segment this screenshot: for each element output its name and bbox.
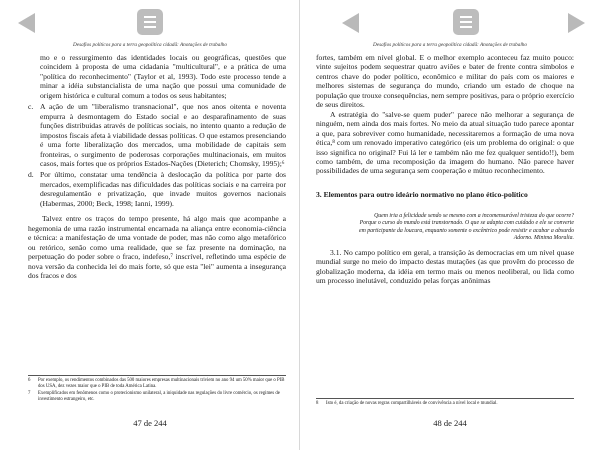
left-page-text [28, 53, 286, 280]
running-head: Desafios políticos para a terra geopolítica cidadã: Anotações de trabalho [373, 42, 527, 48]
prev-page-button[interactable] [342, 9, 359, 33]
epigraph [316, 213, 574, 241]
paragraph: 3.1. No campo político em geral, a transição às democracias em um nível quase mundial surge no meio do impacto destas mutações (as que provêm do processo de globalização moderna, da idéia em termo mais ou menos neoliberal, ou lida como um processo inelutável, conduzido pelas forças anônimas [316, 247, 574, 286]
footnote [28, 378, 286, 390]
footnote [316, 401, 574, 407]
footnote [28, 391, 286, 403]
right-page [300, 0, 600, 450]
list-letter: d. [28, 170, 34, 180]
left-footnotes [28, 375, 286, 404]
list-body: A ação de um "liberalismo transnacional", que nos anos oitenta e noventa empurra à desmontagem do Estado social e ao desparafinamento de suas funções distribuidas através de políticas sociais, no intento quanto a redução de impostos fiscais afeta à viabilidade dessas políticas. O que estamos presenciando é uma forte liberalização dos mercados, uma mobilidade de capitais sem fronteiras, o surgimento de poderosas corporações multinacionais, em muitos casos, mais fortes que os próprios Estados-Nações (Dieterich; Chomsky, 1995);⁶ [40, 102, 286, 168]
paragraph: fortes, também em nível global. E o melhor exemplo aconteceu faz muito pouco: vinte sujeitos podem sequestrar quatro aviões e bater de frente contra símbolos e centros chave do poder político, econômico e militar do país com os maiores e melhores sistemas de segurança do mundo, criando um estado de choque na população que trouxe consequências, nem sempre positivas, para o próprio exercício de seus direitos. [316, 53, 574, 110]
footnote-number: 8 [316, 401, 319, 406]
epigraph-source: Adorno. Minima Moralia. [513, 234, 574, 241]
arrow-left-icon [18, 13, 35, 33]
list-item-c [28, 102, 286, 168]
right-page-text [316, 53, 574, 286]
arrow-right-icon [568, 13, 585, 33]
page-number: 47 de 244 [133, 418, 167, 428]
epigraph-quote: Quem iria a felicidade sendo se mesmo com a incomensurável tristeza do que ocorre? Porque o curso do mundo está transtornado. O que se adapta com cuidado e ele se converte em participante da loucura, enquanto somente o excêntrico pode resistir e acabar a absurdo [359, 213, 574, 234]
page-number: 48 de 244 [433, 418, 467, 428]
arrow-left-icon [342, 13, 359, 33]
list-letter: c. [28, 102, 34, 112]
right-footnotes [316, 398, 574, 408]
next-page-button[interactable] [568, 9, 585, 33]
paragraph: mo e o ressurgimento das identidades locais ou geográficas, questões que coincidem à proposta de uma cidadania "multicultural", e a prática de uma "política do reconhecimento" (Taylor et al, 1993). Todo este processo tende a minar a idéia substancialista de uma nação que possui uma comunidade de origem histórica e cultural comum a todos os seus habitantes; [40, 53, 286, 100]
paragraph: Talvez entre os traços do tempo presente, há algo mais que acompanhe a hegemonia de uma razão instrumental encarnada na aliança entre economia-ciência e técnica: a manifestação de uma vontade de poder, mas não como algo metafórico ou retórico, senão como uma realidade, que se faz presente na dominação, na perpetuação do poder sobre o fraco, indefeso,⁷ inscrível, refletindo uma espécie de nova versão da conhecida lei do mais forte, só que esta "lei" aumenta a insegurança dos fracos e dos [28, 214, 286, 280]
menu-button[interactable] [137, 9, 163, 35]
footnote-text: Exemplificados em fenômenos como o protecionismo unilateral, a iniquidade nas regulações do livre comércio, os regimes de investimento estrangeiro, etc. [38, 391, 280, 402]
prev-page-button[interactable] [18, 9, 35, 33]
footnote-number: 7 [28, 391, 31, 396]
running-head: Desafios políticos para a terra geopolítica cidadã: Anotações de trabalho [73, 42, 227, 48]
left-page-nav [0, 9, 300, 37]
list-item-d [28, 170, 286, 208]
menu-button[interactable] [453, 9, 479, 35]
menu-icon [144, 16, 156, 18]
footnote-text: Por exemplo, os rendimentos combinados das 500 maiores empresas multinacionais triviem no ano 94 um 50% maior que o PIB dos USA, dez vezes maior que o PIB de toda América Latina. [38, 378, 285, 389]
list-body: Por último, constatar uma tendência à deslocação da política por parte dos mercados, exemplificadas nas dificuldades das políticas sociais e na carreira por desregulamentão e privatização, que invade muitos governos nacionais (Habermas, 2000; Beck, 1998; Ianni, 1999). [40, 170, 286, 208]
footnote-number: 6 [28, 378, 31, 383]
paragraph: A estratégia do "salve-se quem puder" parece não melhorar a segurança de ninguém, nem ainda dos mais fortes. No meio da atual situação tudo parece apontar a que, para sobreviver como humanidade, necessitaremos a formação de uma nova ética,⁸ com um renovado imperativo categórico (eis um problema do original: o que isso significa no original? Fui lá ler e também não me fez qualquer sentido!!), bem como também, de uma recomposição da imagem do humano. Não parece haver possibilidades de uma segurança sem cooperação e mútuo reconhecimento. [316, 109, 574, 176]
footnote-text: Isto é, da criação de novas regras compartilháveis de convivência a nível local e mundial. [326, 401, 498, 406]
menu-icon [460, 16, 472, 18]
right-page-nav [300, 9, 600, 37]
section-title: 3. Elementos para outro ideário normativo no plano ético-político [316, 189, 528, 199]
